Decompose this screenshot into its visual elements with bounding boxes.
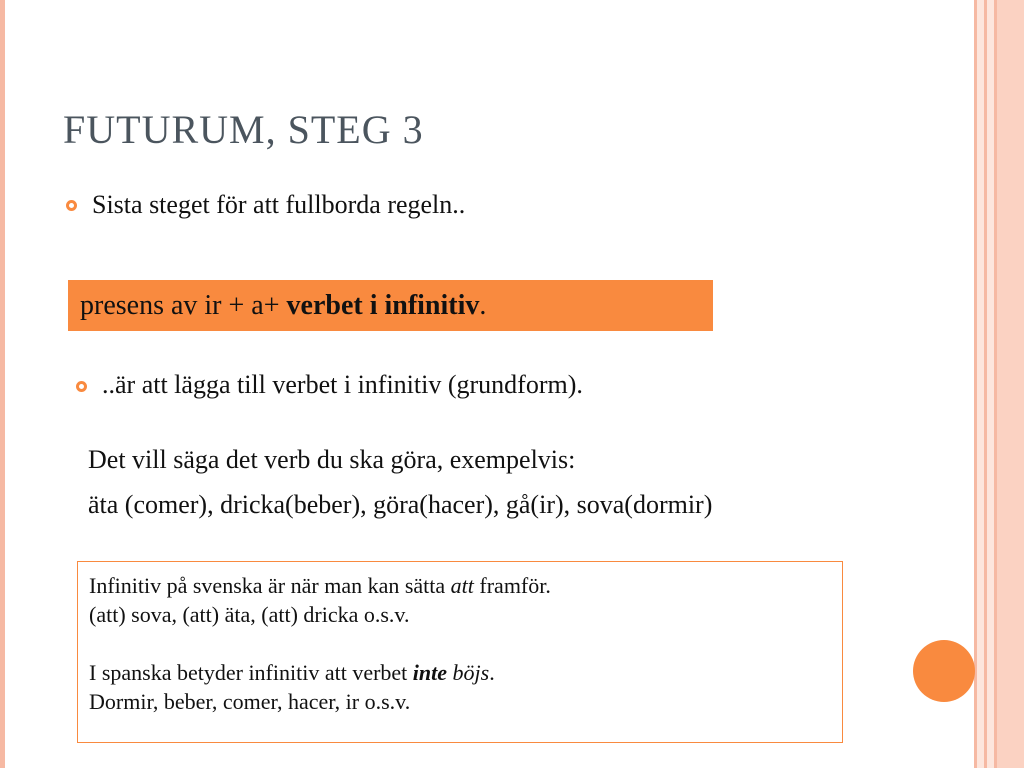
explanation-line-1: Det vill säga det verb du ska göra, exempelvis: bbox=[88, 445, 576, 474]
right-frame-stripes bbox=[974, 0, 1024, 768]
note-line bbox=[89, 658, 842, 687]
bullet-text-1: Sista steget för att fullborda regeln.. bbox=[92, 190, 466, 219]
rule-text-bold: verbet i infinitiv bbox=[286, 289, 480, 321]
rule-text-suffix: . bbox=[479, 289, 487, 321]
explanation-line-2: äta (comer), dricka(beber), göra(hacer), gå(ir), sova(dormir) bbox=[88, 490, 713, 519]
note-italic: att bbox=[450, 573, 474, 598]
slide-title: FUTURUM, STEG 3 bbox=[63, 107, 424, 152]
note-text: . bbox=[489, 660, 495, 685]
frame-stripe bbox=[987, 0, 994, 768]
note-bold-italic: inte bbox=[412, 660, 448, 685]
bullet-icon bbox=[66, 200, 77, 211]
note-line bbox=[89, 571, 842, 600]
highlight-rule-box bbox=[68, 280, 713, 331]
left-frame-border bbox=[0, 0, 5, 768]
frame-stripe bbox=[997, 0, 1024, 768]
note-text: Infinitiv på svenska är när man kan sätta bbox=[89, 573, 451, 598]
frame-stripe bbox=[977, 0, 984, 768]
note-text: I spanska betyder infinitiv att verbet bbox=[89, 660, 413, 685]
note-line: Dormir, beber, comer, hacer, ir o.s.v. bbox=[89, 689, 411, 714]
infinitive-note-box bbox=[77, 561, 843, 743]
bullet-text-2: ..är att lägga till verbet i infinitiv (grundform). bbox=[102, 370, 583, 399]
note-blank-line bbox=[89, 629, 842, 658]
note-italic: böjs bbox=[452, 660, 490, 685]
rule-text-prefix: presens av ir + a+ bbox=[80, 289, 287, 321]
note-text: framför. bbox=[473, 573, 551, 598]
decorative-circle bbox=[913, 640, 975, 702]
bullet-icon bbox=[76, 381, 87, 392]
note-line: (att) sova, (att) äta, (att) dricka o.s.v. bbox=[89, 602, 410, 627]
